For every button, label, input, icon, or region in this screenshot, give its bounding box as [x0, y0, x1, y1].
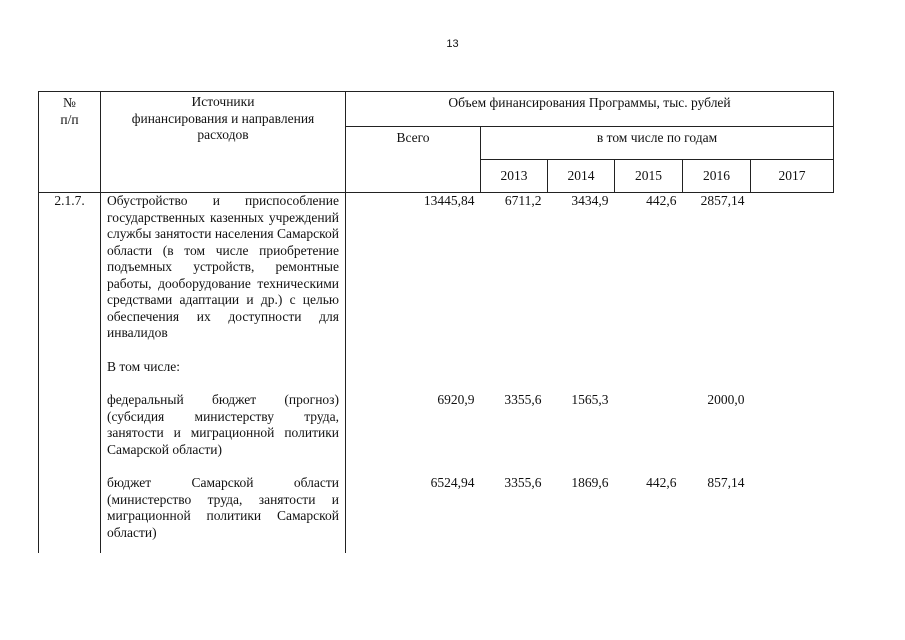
table-row [39, 392, 834, 458]
row-value-2013 [481, 359, 548, 376]
row-value-2017 [751, 392, 834, 458]
row-value-2016: 2000,0 [707, 392, 745, 407]
header-total: Всего [346, 127, 481, 193]
row-value-2015 [615, 392, 683, 458]
header-year-2015: 2015 [615, 160, 683, 193]
header-year-2016: 2016 [683, 160, 751, 193]
header-year-2013: 2013 [481, 160, 548, 193]
header-year-2014: 2014 [548, 160, 615, 193]
row-total [346, 359, 481, 376]
header-sources: Источники финансирования и направления расходов [101, 92, 346, 193]
header-year-2017: 2017 [751, 160, 834, 193]
row-description: Обустройство и приспособление государственных казенных учреждений службы занятости населения Самарской области (в том числе приобретение подъемных устройств, ремонтные работы, дооборудование техническими средствами адаптации и др.) с целью обеспечения их доступности для инвалидов [101, 193, 346, 342]
row-value-2015: 442,6 [646, 193, 677, 208]
row-number [39, 359, 101, 376]
row-description: В том числе: [101, 359, 346, 376]
header-by-years: в том числе по годам [481, 127, 834, 160]
row-value-2016: 2857,14 [700, 193, 745, 208]
row-value-2014: 1869,6 [571, 475, 609, 490]
row-total: 6920,9 [437, 392, 475, 407]
row-number: 2.1.7. [39, 193, 101, 342]
row-value-2013: 3355,6 [504, 392, 542, 407]
row-value-2013: 3355,6 [504, 475, 542, 490]
row-value-2014: 3434,9 [571, 193, 609, 208]
table-row [39, 193, 834, 342]
row-number [39, 392, 101, 458]
row-description: федеральный бюджет (прогноз) (субсидия министерству труда, занятости и миграционной политики Самарской области) [101, 392, 346, 458]
page-number: 13 [446, 38, 459, 50]
row-value-2014: 1565,3 [571, 392, 609, 407]
row-value-2015: 442,6 [646, 475, 677, 490]
header-num: № п/п [39, 92, 101, 193]
row-total: 13445,84 [423, 193, 475, 208]
row-value-2015 [615, 359, 683, 376]
row-value-2013: 6711,2 [504, 193, 542, 208]
financing-table [38, 91, 834, 553]
header-volume: Объем финансирования Программы, тыс. рублей [346, 92, 834, 127]
row-description: бюджет Самарской области (министерство труда, занятости и миграционной политики Самарской области) [101, 475, 346, 541]
row-value-2017 [751, 359, 834, 376]
row-value-2016: 857,14 [707, 475, 745, 490]
table-row [39, 475, 834, 541]
row-value-2017 [751, 193, 834, 342]
row-value-2016 [683, 359, 751, 376]
row-value-2014 [548, 359, 615, 376]
row-number [39, 475, 101, 541]
row-value-2017 [751, 475, 834, 541]
table-row [39, 359, 834, 376]
row-total: 6524,94 [430, 475, 475, 490]
